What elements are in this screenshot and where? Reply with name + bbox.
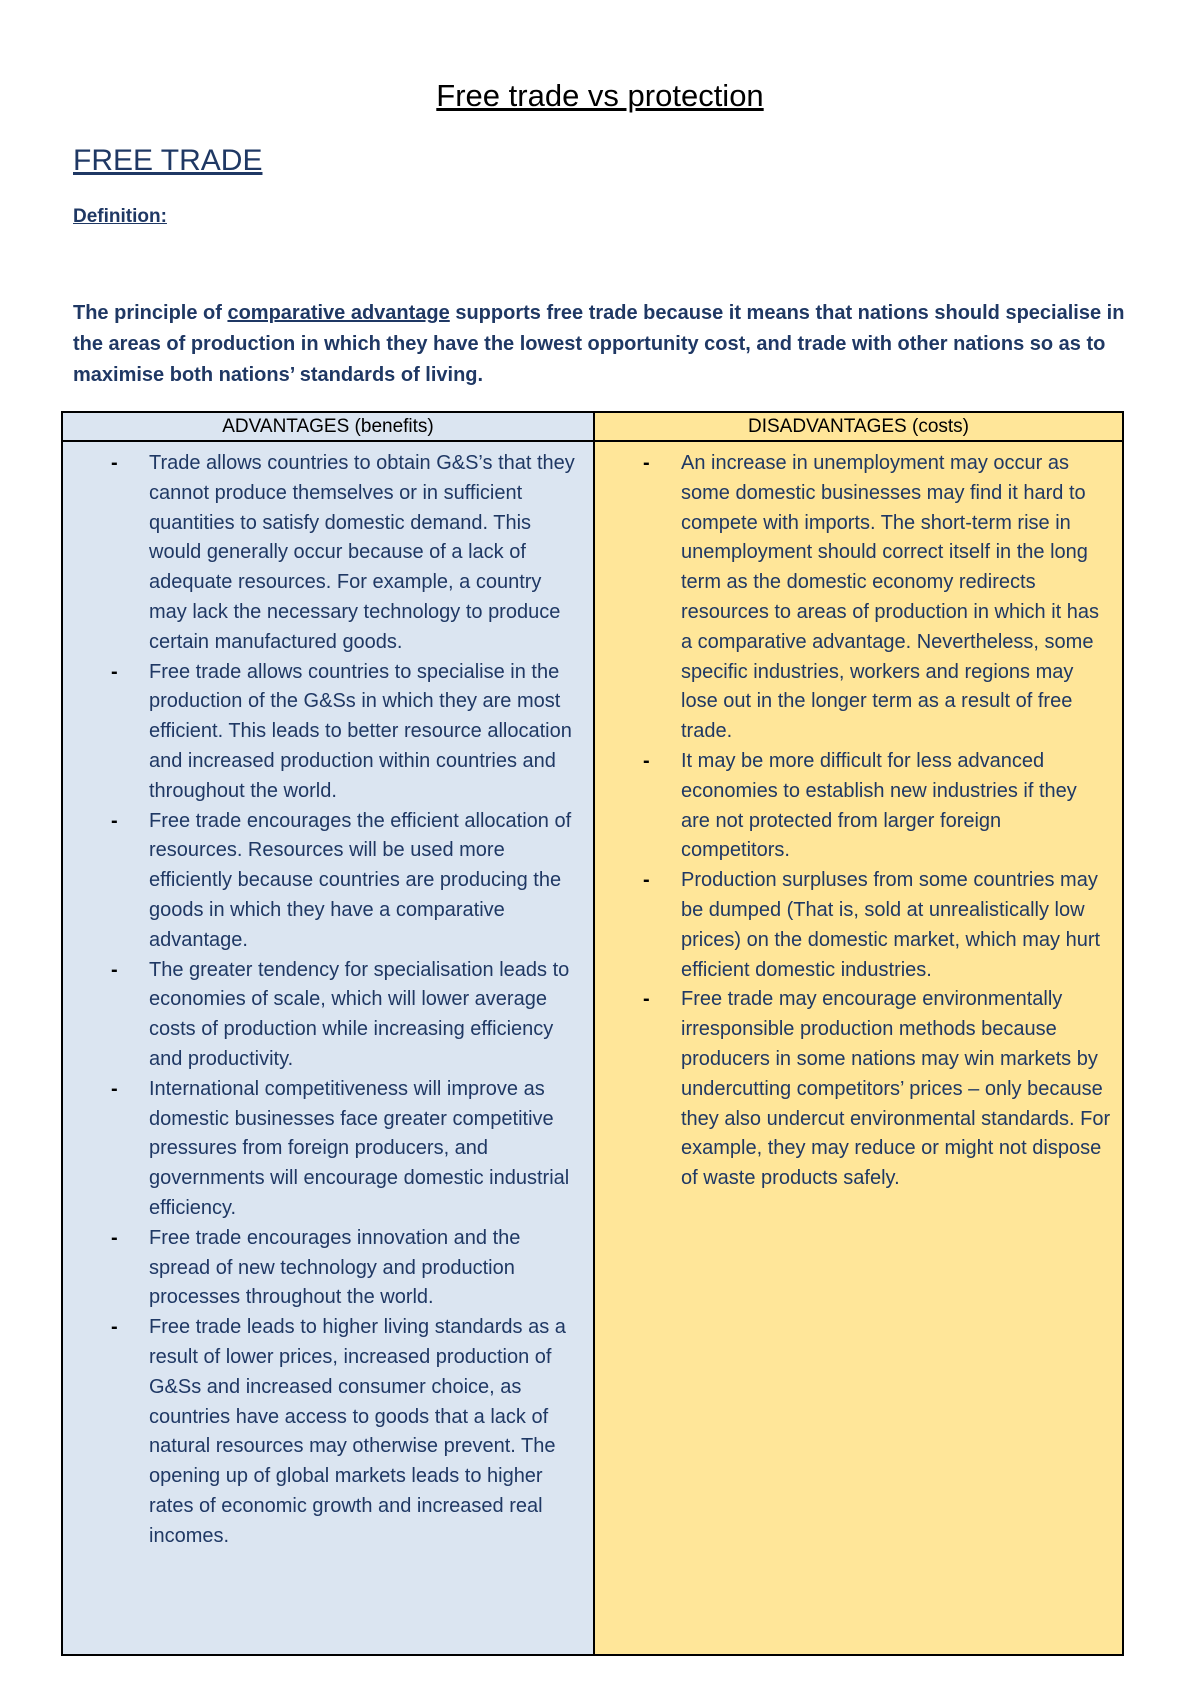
comparison-table bbox=[61, 411, 1124, 1656]
advantage-item bbox=[64, 658, 582, 807]
bullet-dash: - bbox=[643, 452, 650, 474]
intro-text-start: The principle of bbox=[73, 302, 228, 324]
advantage-text: Free trade leads to higher living standards as a result of lower prices, increased production of G&Ss and increased consumer choice, as countries have access to goods that a lack of natural resources may otherwise prevent. The opening up of global markets leads to higher rates of economic growth and increased real incomes. bbox=[149, 1316, 566, 1547]
advantage-item bbox=[64, 807, 582, 956]
disadvantage-text: Production surpluses from some countries may be dumped (That is, sold at unrealistically low prices) on the domestic market, which may hurt efficient domestic industries. bbox=[681, 869, 1101, 981]
advantage-text: International competitiveness will improve as domestic businesses face greater competitive pressures from foreign producers, and governments will encourage domestic industrial efficiency. bbox=[149, 1077, 570, 1219]
advantage-text: Free trade allows countries to specialise in the production of the G&Ss in which they are most efficient. This leads to better resource allocation and increased production within countries and throughout the world. bbox=[149, 660, 572, 802]
intro-paragraph bbox=[73, 298, 1133, 391]
bullet-dash: - bbox=[643, 988, 650, 1011]
disadvantage-text: It may be more difficult for less advanced economies to establish new industries if they are not protected from larger foreign competitors. bbox=[681, 749, 1077, 862]
bullet-dash: - bbox=[111, 809, 118, 832]
definition-label: Definition: bbox=[73, 206, 167, 227]
bullet-dash: - bbox=[643, 869, 650, 892]
bullet-dash: - bbox=[111, 958, 118, 981]
advantage-text: The greater tendency for specialisation leads to economies of scale, which will lower average costs of production while increasing efficiency and productivity. bbox=[149, 958, 570, 1070]
bullet-dash: - bbox=[111, 660, 118, 683]
intro-text-end: supports free trade because it means that nations should specialise in the areas of production in which they have the lowest opportunity cost, and trade with other nations so as to maximise both nations’ standards of living. bbox=[73, 302, 1125, 386]
advantage-item bbox=[64, 1313, 582, 1551]
bullet-dash: - bbox=[111, 452, 118, 474]
advantage-text: Trade allows countries to obtain G&S’s that they cannot produce themselves or in sufficient quantities to satisfy domestic demand. This would generally occur because of a lack of adequate resources. For example, a country may lack the necessary technology to produce certain manufactured goods. bbox=[149, 452, 575, 653]
bullet-dash: - bbox=[111, 1077, 118, 1100]
advantages-cell bbox=[62, 441, 594, 1655]
disadvantages-list bbox=[596, 443, 1121, 1198]
disadvantage-text: An increase in unemployment may occur as some domestic businesses may find it hard to compete with imports. The short-term rise in unemployment should correct itself in the long term as the domestic economy redirects resources to areas of production in which it has a comparative advantage. Nevertheless, some specific industries, workers and regions may lose out in the longer term as a result of free trade. bbox=[681, 452, 1099, 743]
intro-key-term: comparative advantage bbox=[227, 302, 450, 324]
disadvantages-header: DISADVANTAGES (costs) bbox=[594, 412, 1123, 441]
advantage-item bbox=[64, 1224, 582, 1313]
advantages-header: ADVANTAGES (benefits) bbox=[62, 412, 594, 441]
bullet-dash: - bbox=[643, 749, 650, 772]
disadvantage-item bbox=[596, 985, 1111, 1194]
disadvantage-item bbox=[596, 747, 1111, 866]
advantage-text: Free trade encourages innovation and the spread of new technology and production processes throughout the world. bbox=[149, 1226, 521, 1309]
disadvantage-item bbox=[596, 449, 1111, 747]
advantage-text: Free trade encourages the efficient allocation of resources. Resources will be used more efficiently because countries are producing the goods in which they have a comparative advantage. bbox=[149, 809, 572, 951]
section-heading: FREE TRADE bbox=[73, 144, 263, 177]
advantage-item bbox=[64, 449, 582, 658]
disadvantage-item bbox=[596, 866, 1111, 985]
advantages-list bbox=[64, 443, 592, 1555]
disadvantages-cell bbox=[594, 441, 1123, 1655]
bullet-dash: - bbox=[111, 1316, 118, 1339]
page-title: Free trade vs protection bbox=[436, 78, 764, 113]
bullet-dash: - bbox=[111, 1226, 118, 1249]
advantage-item bbox=[64, 956, 582, 1075]
disadvantage-text: Free trade may encourage environmentally irresponsible production methods because producers in some nations may win markets by undercutting competitors’ prices – only because they also undercut environmental standards. For example, they may reduce or might not dispose of waste products safely. bbox=[681, 988, 1111, 1190]
advantage-item bbox=[64, 1075, 582, 1224]
